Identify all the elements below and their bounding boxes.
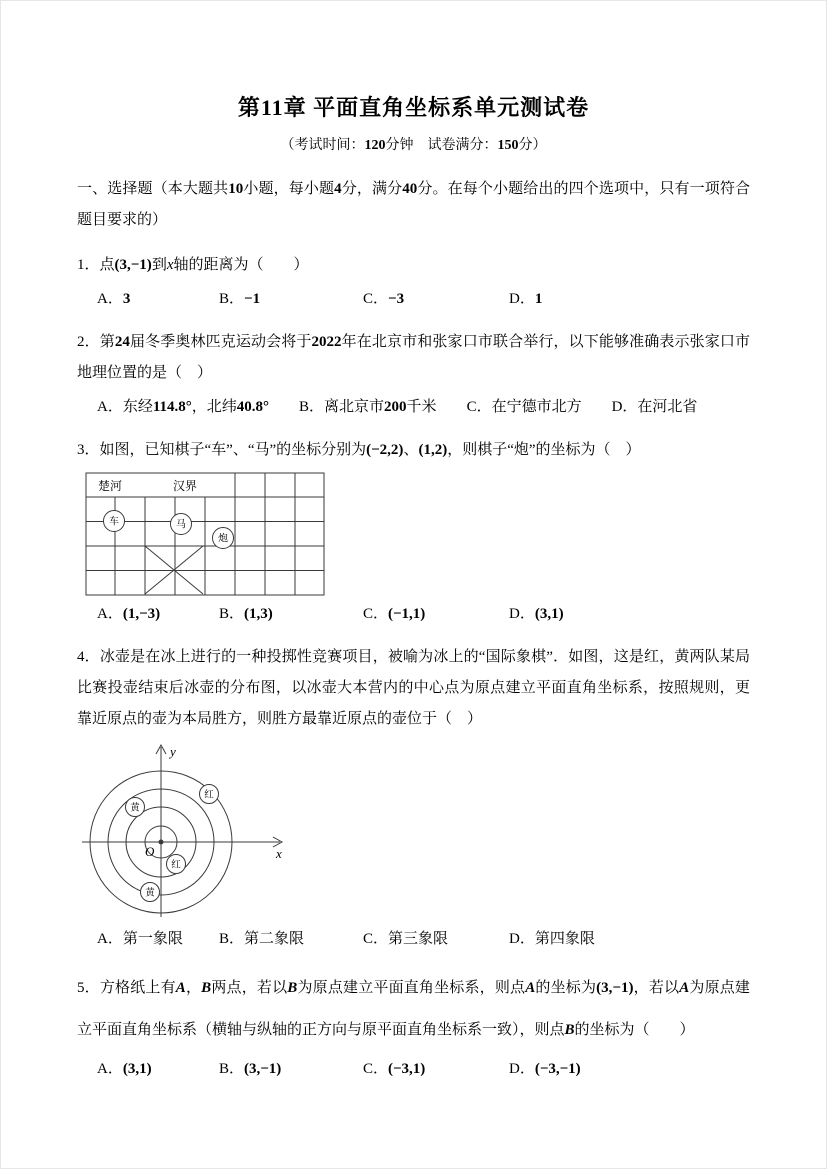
option-d: D．(−3,−1) <box>509 1061 581 1077</box>
svg-text:马: 马 <box>176 519 186 531</box>
stone-red-q4 <box>167 855 186 874</box>
svg-text:炮: 炮 <box>218 533 228 545</box>
option-c: C．在宁德市北方 <box>466 399 582 415</box>
x-axis-label: x <box>276 846 282 861</box>
option-b: B．−1 <box>219 291 261 307</box>
chess-piece-rook <box>104 511 125 532</box>
question-4-text: 4．冰壶是在冰上进行的一种投掷性竞赛项目，被喻为冰上的“国际象棋”．如图，这是红，黄两队某局比赛投壶结束后冰壶的分布图，以冰壶大本营内的中心点为原点建立平面直角坐标系，按照规则，更靠近原点的壶为本局胜方，则胜方最靠近原点的壶位于（ ） <box>77 649 750 727</box>
y-axis-label: y <box>170 744 176 759</box>
option-c: C．(−3,1) <box>363 1061 426 1077</box>
stone-yellow-q3 <box>141 883 160 902</box>
question-1-text: 1．点(3,−1)到x轴的距离为（ ） <box>77 257 309 273</box>
option-b: B．第二象限 <box>219 931 305 947</box>
question-2 <box>77 327 750 421</box>
option-a: A．第一象限 <box>97 931 183 947</box>
option-c: C．第三象限 <box>363 931 449 947</box>
question-1 <box>77 250 750 313</box>
svg-text:红: 红 <box>204 790 214 801</box>
svg-text:黄: 黄 <box>130 803 140 814</box>
option-a: A．(1,−3) <box>97 606 161 622</box>
river-label-chuhe: 楚河 <box>97 479 123 493</box>
option-c: C．−3 <box>363 291 405 307</box>
origin-label: O <box>145 844 155 859</box>
option-d: D．在河北省 <box>611 399 698 415</box>
option-b: B．离北京市200千米 <box>299 399 437 415</box>
section-one-heading: 一、选择题（本大题共10小题，每小题4分，满分40分。在每个小题给出的四个选项中，只有一项符合题目要求的） <box>77 181 750 228</box>
chess-piece-horse <box>171 514 192 535</box>
svg-text:车: 车 <box>109 516 119 528</box>
svg-text:黄: 黄 <box>145 888 155 899</box>
chess-piece-cannon <box>213 528 234 549</box>
option-d: D．1 <box>509 291 543 307</box>
question-2-text: 2．第24届冬季奥林匹克运动会将于2022年在北京市和张家口市联合举行，以下能够准确表示张家口市地理位置的是（ ） <box>77 334 750 381</box>
exam-info-line: （考试时间：120分钟 试卷满分：150分） <box>280 138 547 153</box>
curling-house-figure <box>79 741 291 921</box>
option-d: D．第四象限 <box>509 931 595 947</box>
xiangqi-board-figure <box>85 472 325 596</box>
question-4 <box>77 642 750 953</box>
page-title: 第11章 平面直角坐标系单元测试卷 <box>237 95 590 120</box>
option-b: B．(3,−1) <box>219 1061 282 1077</box>
option-a: A．3 <box>97 291 131 307</box>
option-d: D．(3,1) <box>509 606 564 622</box>
svg-text:红: 红 <box>171 860 181 871</box>
question-1-options <box>77 285 750 313</box>
question-5-options <box>77 1055 750 1083</box>
question-3-options <box>77 600 750 628</box>
stone-yellow-q2 <box>126 798 145 817</box>
question-4-options <box>77 925 750 953</box>
question-5-text: 5．方格纸上有A，B两点，若以B为原点建立平面直角坐标系，则点A的坐标为(3,−1)，若以A为原点建立平面直角坐标系（横轴与纵轴的正方向与原平面直角坐标系一致），则点B的坐标为（ ） <box>77 980 750 1038</box>
question-2-options <box>77 393 750 421</box>
question-3 <box>77 435 750 628</box>
option-c: C．(−1,1) <box>363 606 426 622</box>
question-5 <box>77 967 750 1083</box>
option-a: A．东经114.8°，北纬40.8° <box>97 399 270 415</box>
river-label-hanjie: 汉界 <box>172 479 198 493</box>
option-b: B．(1,3) <box>219 606 273 622</box>
stone-red-q1 <box>200 785 219 804</box>
question-3-text: 3．如图，已知棋子“车”、“马”的坐标分别为(−2,2)、(1,2)，则棋子“炮”的坐标为（ ） <box>77 442 641 458</box>
option-a: A．(3,1) <box>97 1061 152 1077</box>
